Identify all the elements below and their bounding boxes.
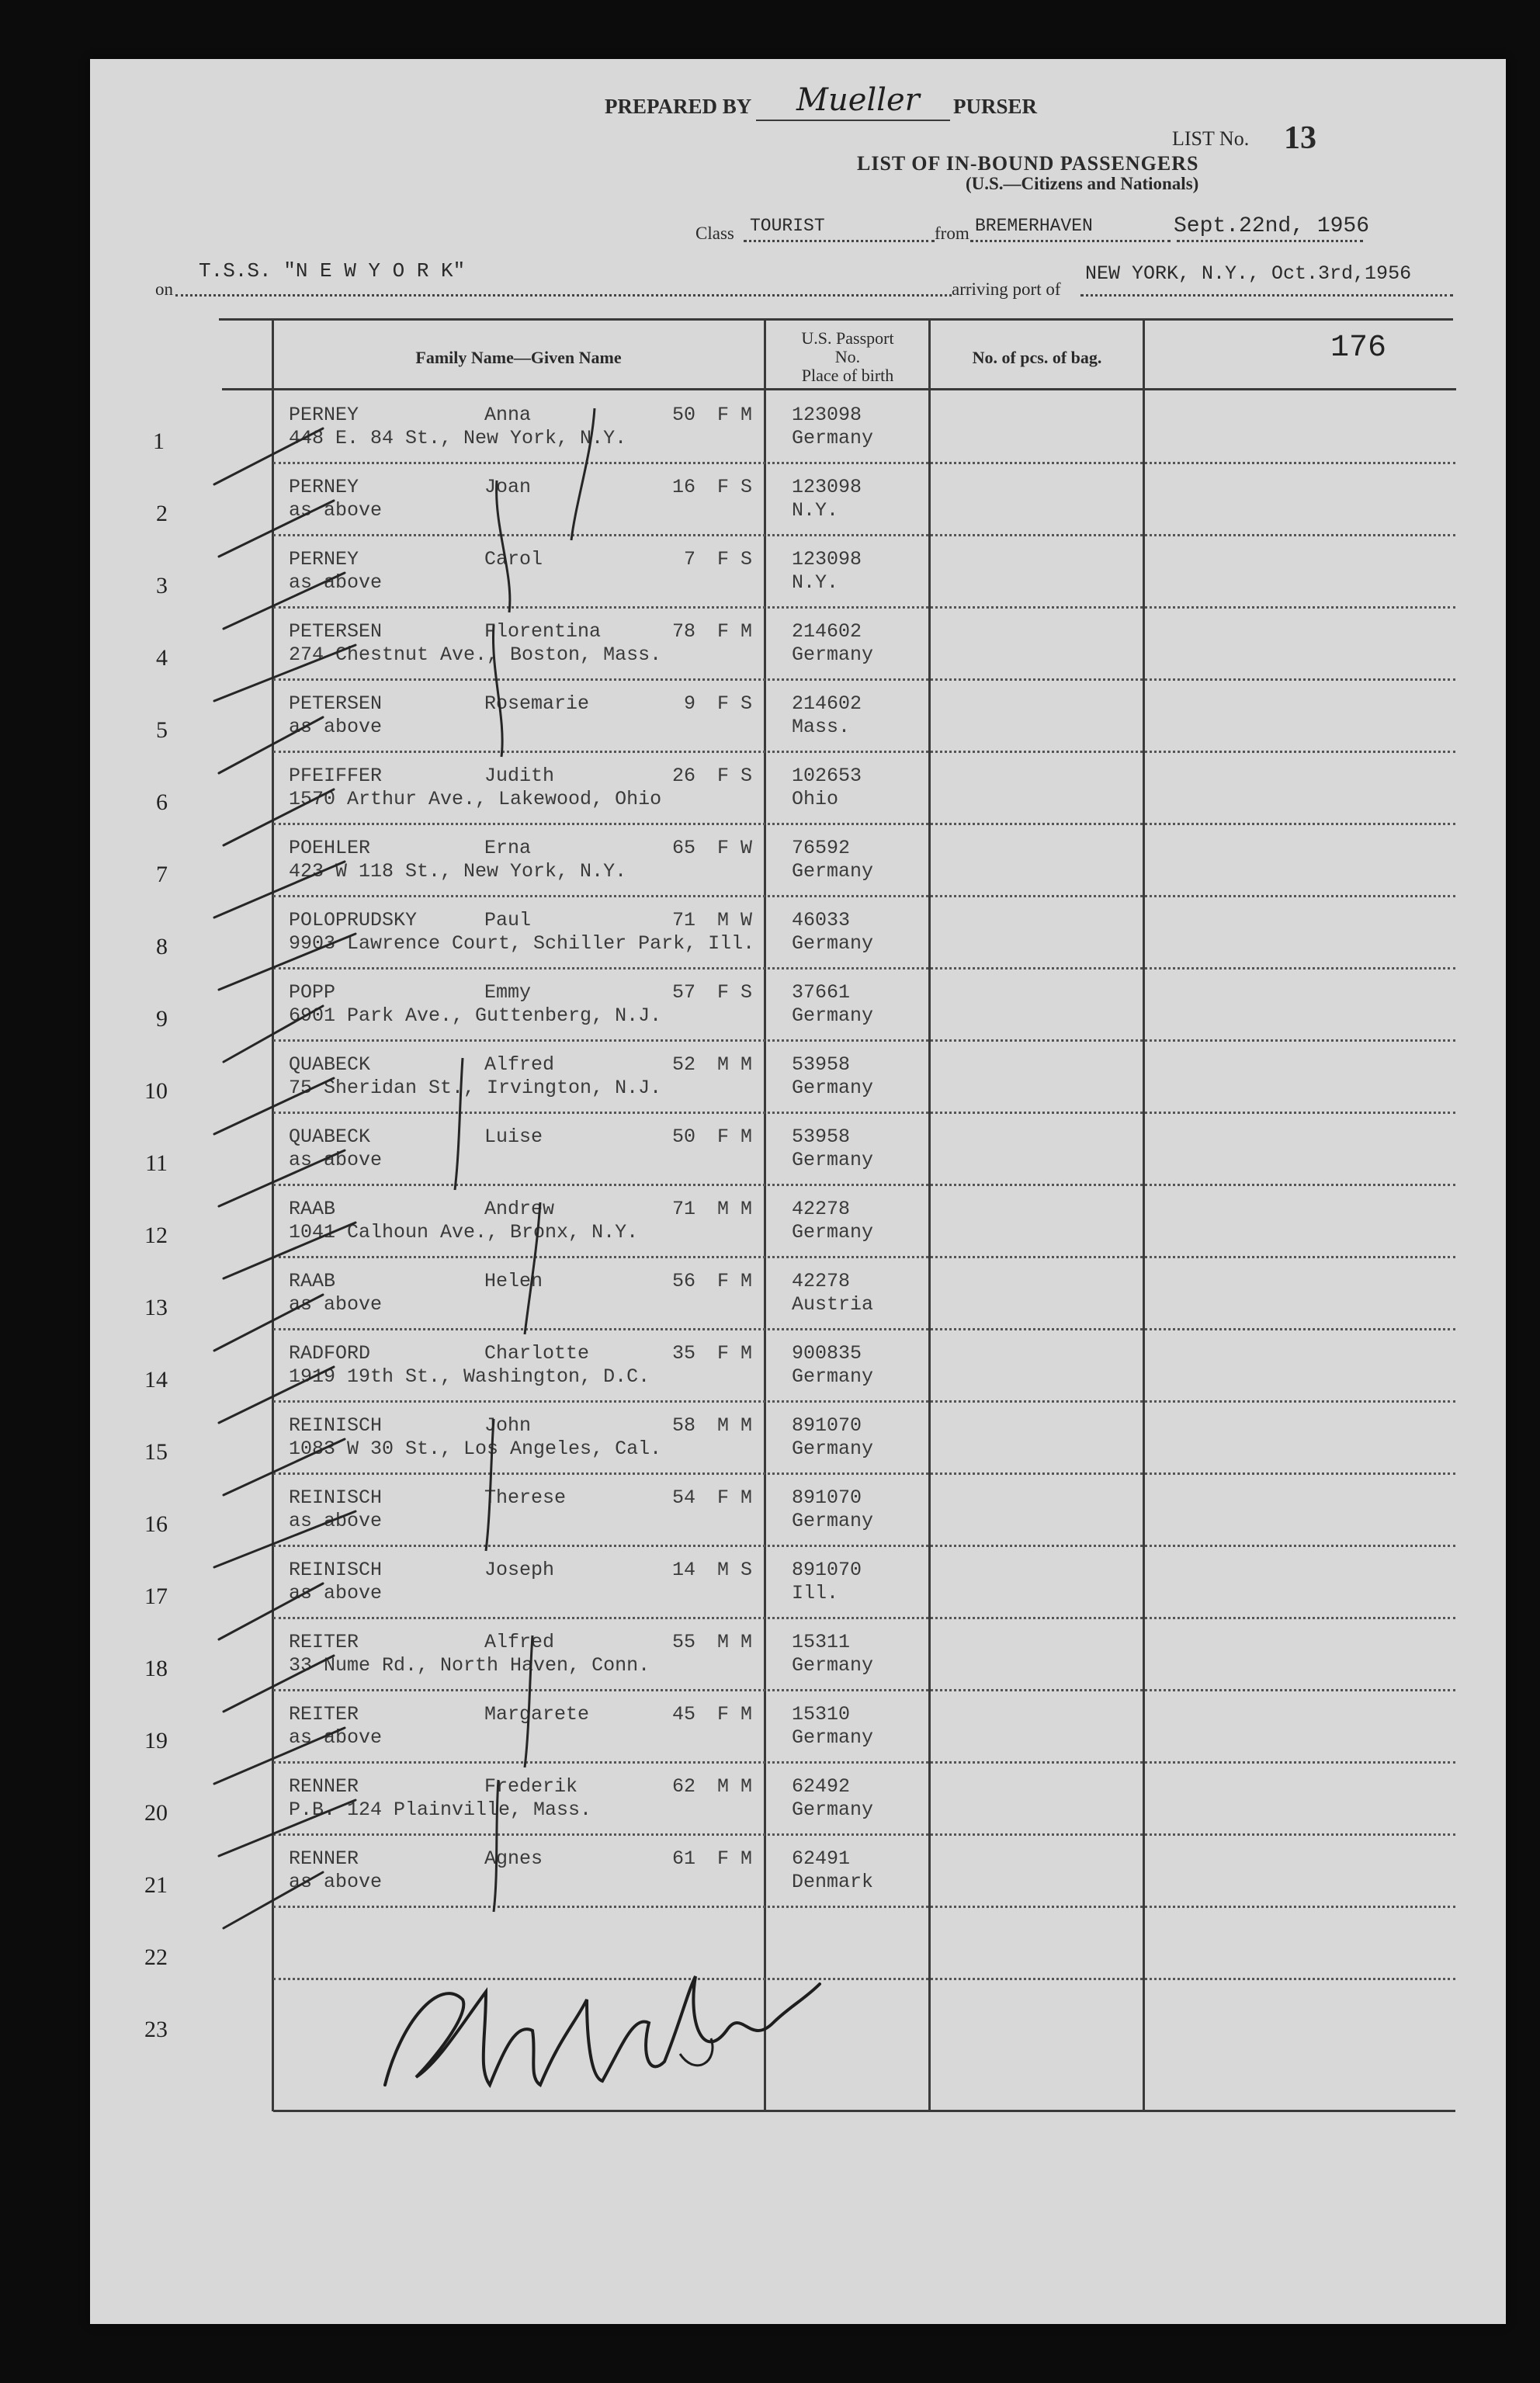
age: 62 [671, 1775, 695, 1798]
marital-status: M [741, 1486, 753, 1509]
sex: F [717, 1126, 730, 1148]
passport-number: 62492 [792, 1775, 851, 1798]
family-name: PERNEY [289, 476, 359, 498]
given-name: Judith [484, 765, 555, 787]
family-name: REITER [289, 1703, 359, 1726]
row-number: 1 [153, 428, 165, 454]
row-number: 10 [144, 1078, 168, 1104]
row-separator [273, 462, 1455, 464]
col-rule-num [272, 318, 274, 2111]
row-number: 2 [156, 501, 168, 526]
passport-number: 42278 [792, 1198, 851, 1220]
passport-number: 891070 [792, 1559, 862, 1581]
marital-status: S [741, 981, 753, 1004]
marital-status: M [741, 620, 753, 643]
row-number: 8 [156, 934, 168, 959]
passport-number: 891070 [792, 1486, 862, 1509]
row-number: 23 [144, 2017, 168, 2042]
family-name: REINISCH [289, 1486, 383, 1509]
family-name: RAAB [289, 1270, 336, 1292]
marital-status: M [741, 1053, 753, 1076]
header-bottom-rule [222, 388, 1456, 390]
age: 16 [671, 476, 695, 498]
place-of-birth: Mass. [792, 716, 851, 738]
row-number: 6 [156, 789, 168, 815]
passport-number: 62491 [792, 1847, 851, 1870]
family-name: RAAB [289, 1198, 336, 1220]
row-number: 20 [144, 1800, 168, 1826]
age: 57 [671, 981, 695, 1004]
row-separator [273, 678, 1455, 681]
given-name: Erna [484, 837, 532, 859]
sex: F [717, 1342, 730, 1365]
row-separator [273, 1689, 1455, 1691]
row-separator [273, 1617, 1455, 1619]
address: as above [289, 499, 383, 522]
class-value: TOURIST [750, 216, 825, 236]
place-of-birth: Germany [792, 1149, 874, 1171]
address: 1083 W 30 St., Los Angeles, Cal. [289, 1438, 662, 1460]
sex: M [717, 1775, 730, 1798]
place-of-birth: Germany [792, 1438, 874, 1460]
age: 58 [671, 1414, 695, 1437]
family-name: RADFORD [289, 1342, 371, 1365]
table-top-rule [219, 318, 1453, 321]
address: 1919 19th St., Washington, D.C. [289, 1365, 650, 1388]
passport-number: 46033 [792, 909, 851, 931]
row-number: 11 [145, 1150, 168, 1176]
from-value: BREMERHAVEN [975, 216, 1093, 236]
given-name: Joan [484, 476, 532, 498]
passport-number: 102653 [792, 765, 862, 787]
sex: F [717, 981, 730, 1004]
address: 33 Nume Rd., North Haven, Conn. [289, 1654, 650, 1677]
place-of-birth: Austria [792, 1293, 874, 1316]
prepared-by-label: PREPARED BY [605, 95, 752, 118]
row-number: 16 [144, 1511, 168, 1537]
place-of-birth: Germany [792, 1799, 874, 1821]
row-number: 14 [144, 1367, 168, 1393]
arrival-value: NEW YORK, N.Y., Oct.3rd,1956 [1085, 262, 1412, 285]
given-name: Emmy [484, 981, 532, 1004]
age: 26 [671, 765, 695, 787]
given-name: Florentina [484, 620, 602, 643]
marital-status: M [741, 1198, 753, 1220]
place-of-birth: Germany [792, 860, 874, 883]
passport-number: 42278 [792, 1270, 851, 1292]
sex: M [717, 909, 730, 931]
row-separator [273, 1545, 1455, 1547]
row-separator [273, 967, 1455, 970]
place-of-birth: Germany [792, 1365, 874, 1388]
age: 52 [671, 1053, 695, 1076]
sex: F [717, 765, 730, 787]
signature [354, 1930, 944, 2124]
address: 1041 Calhoun Ave., Bronx, N.Y. [289, 1221, 639, 1244]
address: as above [289, 1871, 383, 1893]
sex: F [717, 1703, 730, 1726]
row-number: 17 [144, 1583, 168, 1609]
page-number: 176 [1330, 331, 1387, 366]
family-name: QUABECK [289, 1126, 371, 1148]
family-name: REINISCH [289, 1559, 383, 1581]
row-separator [273, 1112, 1455, 1114]
given-name: Margarete [484, 1703, 590, 1726]
sex: F [717, 837, 730, 859]
sex: M [717, 1559, 730, 1581]
manifest-sheet [90, 59, 1506, 2324]
from-label: from [935, 224, 969, 243]
given-name: Therese [484, 1486, 567, 1509]
marital-status: W [741, 909, 753, 931]
family-name: PERNEY [289, 404, 359, 426]
row-number: 15 [144, 1439, 168, 1465]
col-header-passport: U.S. Passport No. Place of birth [801, 328, 894, 385]
address: 448 E. 84 St., New York, N.Y. [289, 427, 627, 449]
given-name: Luise [484, 1126, 543, 1148]
prepared-by-name: Mueller [796, 82, 920, 118]
row-separator [273, 1761, 1455, 1764]
col-rule-name [764, 318, 766, 2111]
marital-status: S [741, 765, 753, 787]
date-value: Sept.22nd, 1956 [1174, 214, 1370, 238]
marital-status: M [741, 1414, 753, 1437]
sex: F [717, 404, 730, 426]
age: 78 [671, 620, 695, 643]
list-title: LIST OF IN-BOUND PASSENGERS [857, 152, 1199, 175]
row-separator [273, 1184, 1455, 1186]
passport-number: 900835 [792, 1342, 862, 1365]
address: 9903 Lawrence Court, Schiller Park, Ill. [289, 932, 755, 955]
marital-status: M [741, 1703, 753, 1726]
row-number: 12 [144, 1223, 168, 1248]
col-header-name: Family Name—Given Name [415, 348, 622, 367]
age: 14 [671, 1559, 695, 1581]
age: 45 [671, 1703, 695, 1726]
passport-number: 891070 [792, 1414, 862, 1437]
age: 55 [671, 1631, 695, 1653]
place-of-birth: Ill. [792, 1582, 839, 1604]
row-separator [273, 1256, 1455, 1258]
address: as above [289, 1582, 383, 1604]
family-name: POPP [289, 981, 336, 1004]
row-number: 18 [144, 1656, 168, 1681]
row-separator [273, 534, 1455, 536]
row-separator [273, 751, 1455, 753]
family-name: PFEIFFER [289, 765, 383, 787]
marital-status: M [741, 404, 753, 426]
given-name: Alfred [484, 1053, 555, 1076]
address: 423 W 118 St., New York, N.Y. [289, 860, 627, 883]
family-name: PETERSEN [289, 620, 383, 643]
given-name: Carol [484, 548, 543, 571]
row-separator [273, 823, 1455, 825]
row-separator [273, 1328, 1455, 1330]
given-name: Andrew [484, 1198, 555, 1220]
age: 9 [683, 692, 695, 715]
list-no: 13 [1284, 120, 1316, 156]
age: 71 [671, 1198, 695, 1220]
marital-status: M [741, 1847, 753, 1870]
list-no-label: LIST No. [1172, 127, 1250, 150]
place-of-birth: Germany [792, 643, 874, 666]
col-header-bags: No. of pcs. of bag. [972, 348, 1102, 367]
place-of-birth: Denmark [792, 1871, 874, 1893]
sex: F [717, 548, 730, 571]
ship-name: T.S.S. "N E W Y O R K" [199, 259, 466, 283]
marital-status: M [741, 1270, 753, 1292]
address: P.B. 124 Plainville, Mass. [289, 1799, 592, 1821]
place-of-birth: Germany [792, 1077, 874, 1099]
sex: F [717, 1270, 730, 1292]
passport-number: 15310 [792, 1703, 851, 1726]
address: as above [289, 716, 383, 738]
given-name: Alfred [484, 1631, 555, 1653]
family-name: PETERSEN [289, 692, 383, 715]
passport-number: 53958 [792, 1126, 851, 1148]
tick-stroke [497, 480, 510, 612]
marital-status: S [741, 476, 753, 498]
age: 50 [671, 404, 695, 426]
marital-status: M [741, 1631, 753, 1653]
family-name: POLOPRUDSKY [289, 909, 418, 931]
row-number: 3 [156, 573, 168, 598]
row-number: 4 [156, 645, 168, 671]
given-name: Anna [484, 404, 532, 426]
marital-status: W [741, 837, 753, 859]
sex: M [717, 1198, 730, 1220]
address: 75 Sheridan St., Irvington, N.J. [289, 1077, 662, 1099]
col-rule-bags [1143, 318, 1145, 2111]
passport-number: 53958 [792, 1053, 851, 1076]
list-subtitle: (U.S.—Citizens and Nationals) [966, 174, 1199, 193]
on-label: on [155, 279, 173, 299]
age: 50 [671, 1126, 695, 1148]
passport-number: 123098 [792, 404, 862, 426]
passport-number: 37661 [792, 981, 851, 1004]
age: 35 [671, 1342, 695, 1365]
place-of-birth: Germany [792, 1510, 874, 1532]
row-number: 5 [156, 717, 168, 743]
age: 71 [671, 909, 695, 931]
address: 1570 Arthur Ave., Lakewood, Ohio [289, 788, 662, 810]
sex: M [717, 1631, 730, 1653]
passport-number: 123098 [792, 548, 862, 571]
given-name: Paul [484, 909, 532, 931]
class-label: Class [695, 224, 734, 243]
age: 54 [671, 1486, 695, 1509]
row-separator [273, 895, 1455, 897]
given-name: Frederik [484, 1775, 578, 1798]
sex: F [717, 692, 730, 715]
age: 65 [671, 837, 695, 859]
col-rule-passport [928, 318, 931, 2111]
prepared-by-underline [756, 120, 950, 121]
row-separator [273, 1906, 1455, 1908]
passport-number: 123098 [792, 476, 862, 498]
given-name: Rosemarie [484, 692, 590, 715]
place-of-birth: Germany [792, 932, 874, 955]
row-separator [273, 1039, 1455, 1042]
purser-label: PURSER [953, 95, 1038, 118]
passport-number: 76592 [792, 837, 851, 859]
marital-status: M [741, 1342, 753, 1365]
place-of-birth: N.Y. [792, 499, 839, 522]
passport-number: 214602 [792, 692, 862, 715]
address: as above [289, 571, 383, 594]
place-of-birth: Germany [792, 1654, 874, 1677]
given-name: Charlotte [484, 1342, 590, 1365]
age: 56 [671, 1270, 695, 1292]
age: 7 [683, 548, 695, 571]
address: as above [289, 1293, 383, 1316]
address: as above [289, 1726, 383, 1749]
row-number: 19 [144, 1728, 168, 1753]
place-of-birth: Germany [792, 1726, 874, 1749]
place-of-birth: Germany [792, 1004, 874, 1027]
sex: F [717, 1486, 730, 1509]
row-number: 21 [144, 1872, 168, 1898]
sex: M [717, 1053, 730, 1076]
row-number: 7 [156, 862, 168, 887]
marital-status: S [741, 692, 753, 715]
sex: F [717, 476, 730, 498]
place-of-birth: Ohio [792, 788, 839, 810]
arriving-label: arriving port of [952, 279, 1061, 299]
row-separator [273, 1472, 1455, 1475]
address: as above [289, 1149, 383, 1171]
row-number: 13 [144, 1295, 168, 1320]
place-of-birth: Germany [792, 427, 874, 449]
age: 61 [671, 1847, 695, 1870]
passport-number: 214602 [792, 620, 862, 643]
given-name: John [484, 1414, 532, 1437]
marital-status: S [741, 1559, 753, 1581]
row-number: 22 [144, 1944, 168, 1970]
given-name: Helen [484, 1270, 543, 1292]
place-of-birth: Germany [792, 1221, 874, 1244]
row-separator [273, 1833, 1455, 1836]
marital-status: S [741, 548, 753, 571]
passport-number: 15311 [792, 1631, 851, 1653]
row-separator [273, 1400, 1455, 1403]
family-name: REINISCH [289, 1414, 383, 1437]
family-name: RENNER [289, 1847, 359, 1870]
sex: F [717, 620, 730, 643]
family-name: PERNEY [289, 548, 359, 571]
given-name: Agnes [484, 1847, 543, 1870]
given-name: Joseph [484, 1559, 555, 1581]
address: as above [289, 1510, 383, 1532]
place-of-birth: N.Y. [792, 571, 839, 594]
sex: F [717, 1847, 730, 1870]
family-name: RENNER [289, 1775, 359, 1798]
marital-status: M [741, 1126, 753, 1148]
marital-status: M [741, 1775, 753, 1798]
family-name: POEHLER [289, 837, 371, 859]
address: 274 Chestnut Ave., Boston, Mass. [289, 643, 662, 666]
family-name: REITER [289, 1631, 359, 1653]
address: 6901 Park Ave., Guttenberg, N.J. [289, 1004, 662, 1027]
row-separator [273, 606, 1455, 609]
row-number: 9 [156, 1006, 168, 1032]
family-name: QUABECK [289, 1053, 371, 1076]
sex: M [717, 1414, 730, 1437]
